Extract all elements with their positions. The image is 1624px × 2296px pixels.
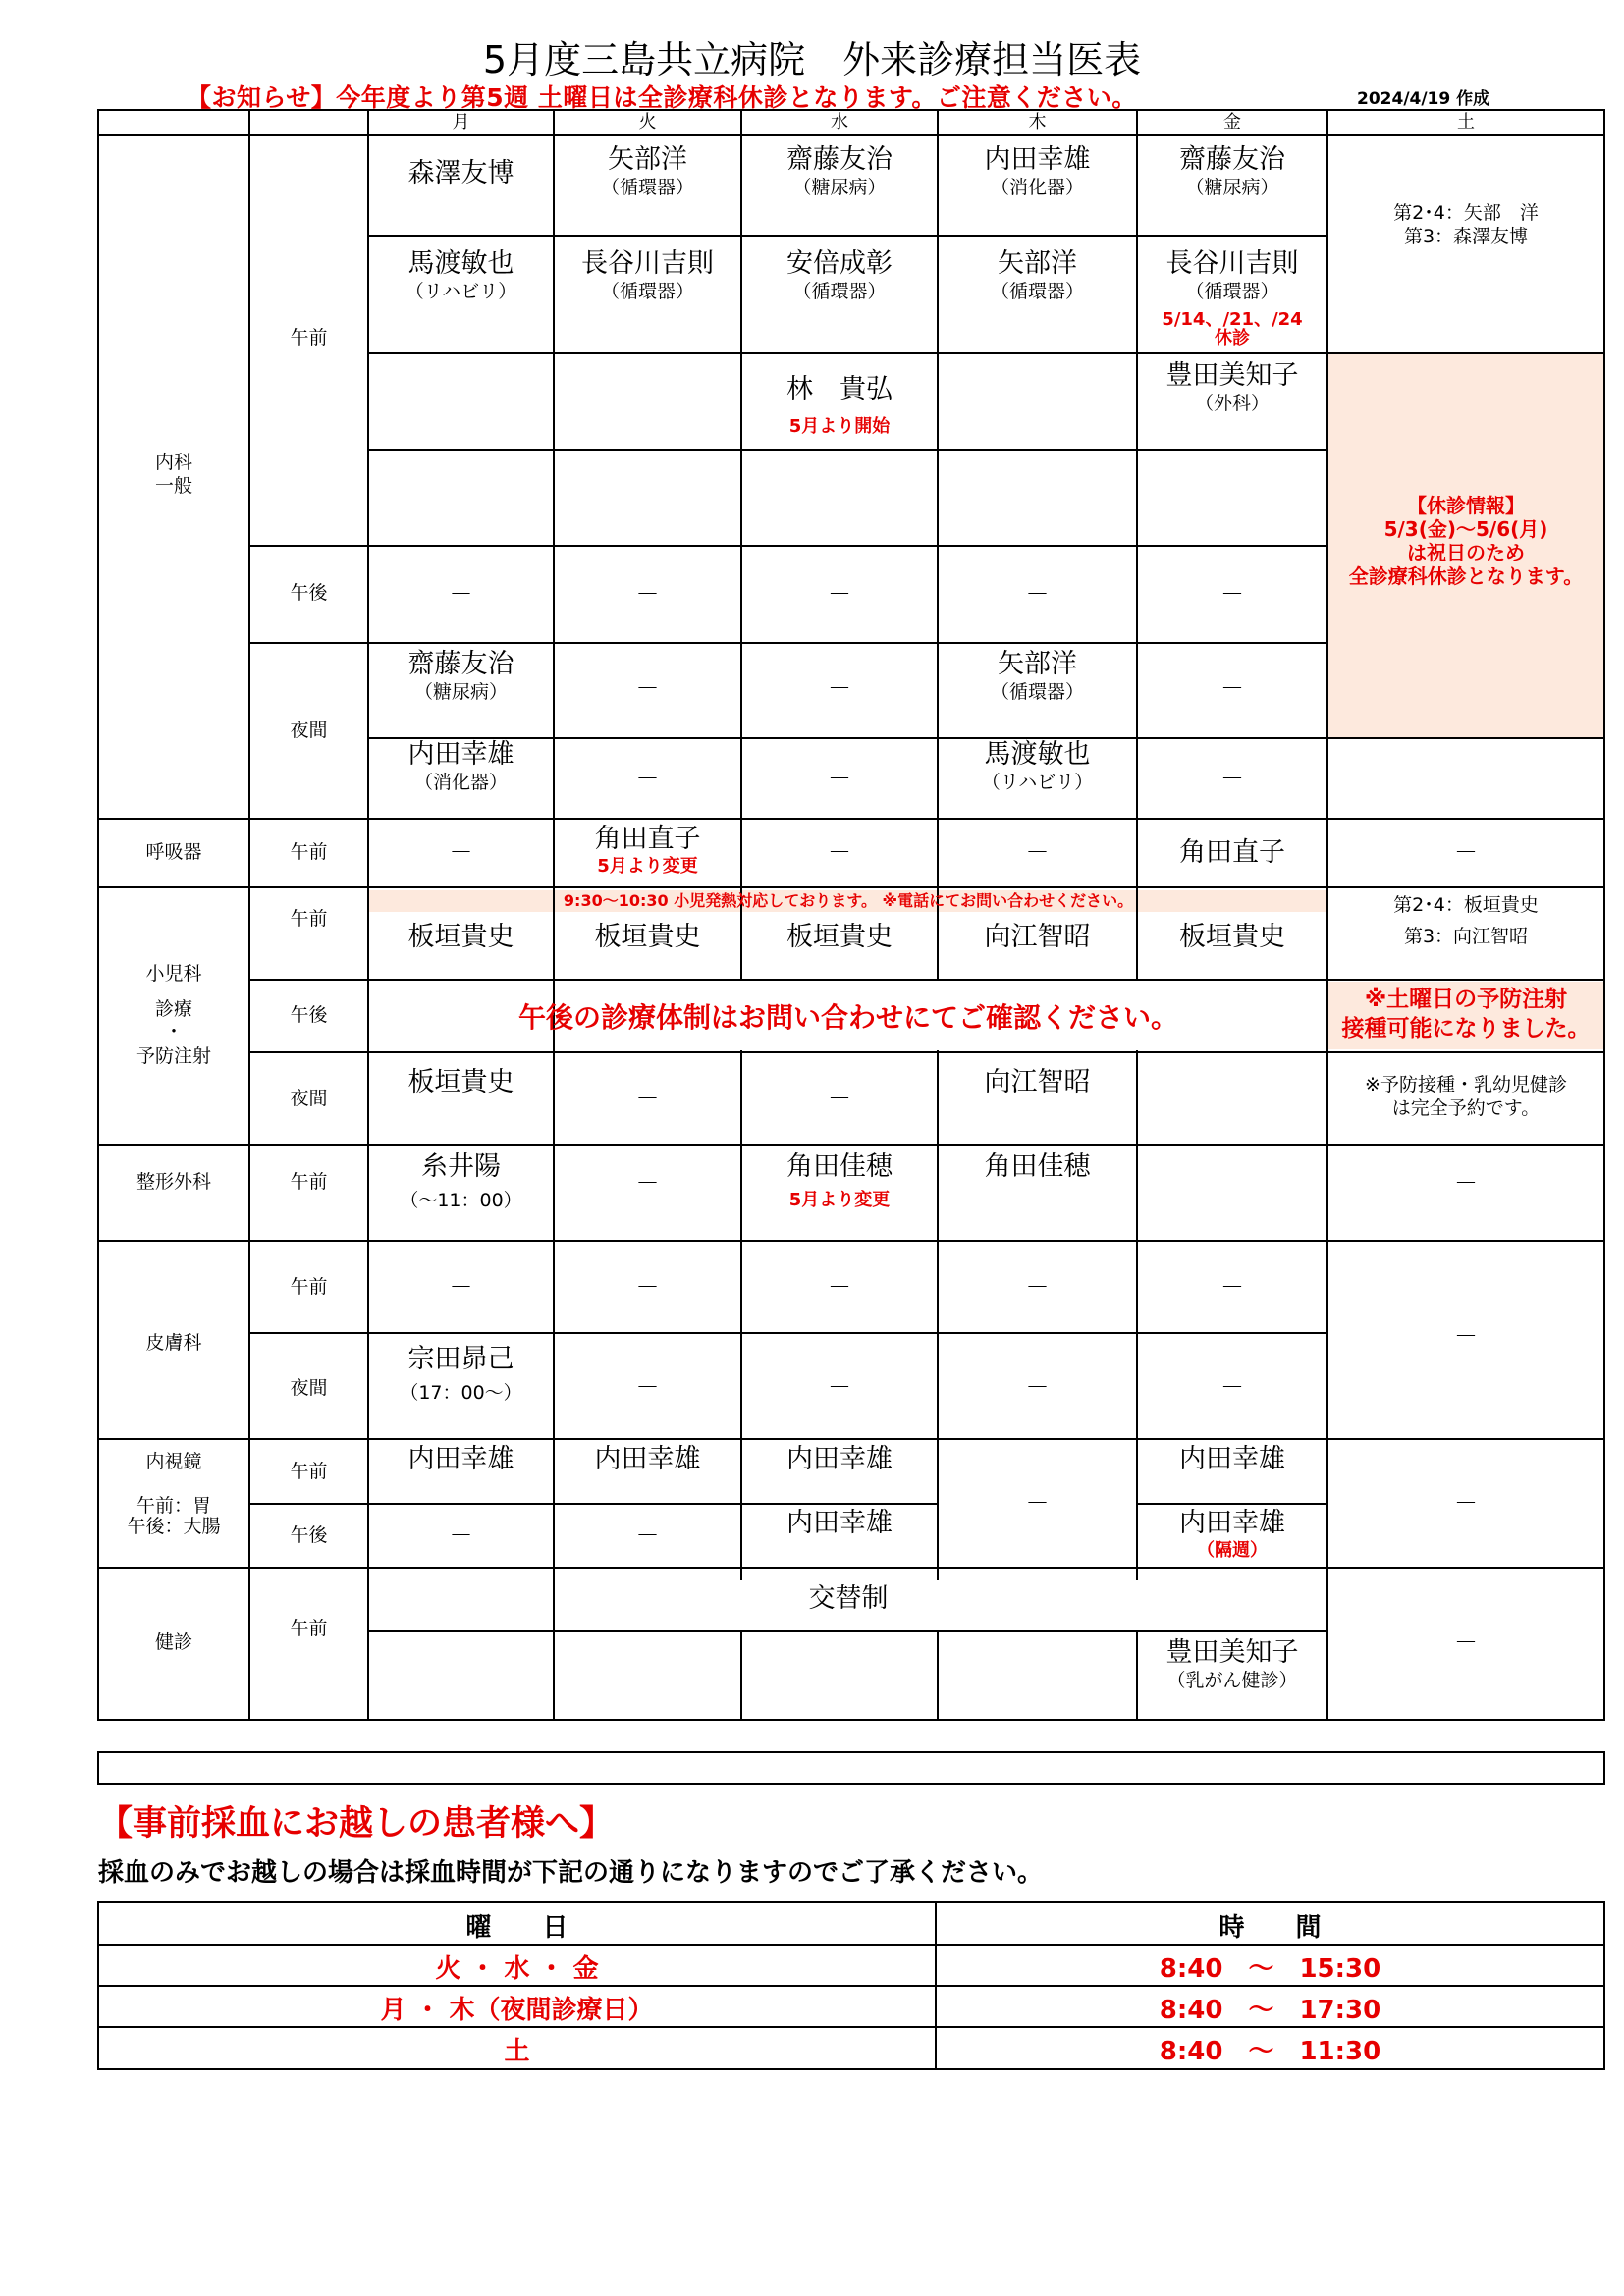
hifuka-am-wed: －: [828, 1273, 851, 1301]
naika-am2-fri: 長谷川吉則 （循環器） 5/14、/21、/24 休診: [1162, 248, 1303, 349]
notice-banner: 【お知らせ】今年度より第5週 土曜日は全診療科休診となります。ご注意ください。: [187, 83, 1137, 112]
created-date: 2024/4/19 作成: [1357, 89, 1490, 109]
naishikyo-am-mon: 内田幸雄: [407, 1444, 514, 1474]
slot-naika-am: 午前: [290, 327, 328, 348]
seikei-mon: 糸井陽 （～11：00）: [400, 1151, 522, 1211]
kenshin-fri: 豊田美知子 （乳がん健診）: [1165, 1637, 1299, 1691]
shonika-pm-message: 午後の診療体制はお問い合わせにてご確認ください。: [517, 1001, 1178, 1034]
kokyuki-fri: 角田直子: [1179, 837, 1285, 868]
naika-night1-fri: －: [1220, 674, 1244, 702]
slot-shonika-night: 夜間: [290, 1088, 328, 1109]
kenshin-sat: －: [1454, 1629, 1478, 1656]
day-header-tue: 火: [638, 112, 657, 133]
naika-am3-wed: 林 貴弘 5月より開始: [786, 374, 893, 437]
slot-naishikyo-pm: 午後: [290, 1524, 328, 1546]
hifuka-night-thu: －: [1025, 1373, 1050, 1401]
naika-am1-fri: 齋藤友治 （糖尿病）: [1179, 144, 1285, 198]
shonika-am-wed: 板垣貴史: [786, 922, 893, 952]
shonika-night-wed: －: [828, 1085, 851, 1112]
naishikyo-pm-tue: －: [635, 1522, 660, 1549]
naika-night1-thu: 矢部洋 （循環器）: [990, 649, 1084, 703]
naishikyo-pm-wed: 内田幸雄: [786, 1508, 893, 1538]
naika-am-sat: 第2･4：矢部 洋 第3：森澤友博: [1393, 202, 1539, 247]
naishikyo-am-wed: 内田幸雄: [786, 1444, 893, 1474]
blood-row-day: 火 ・ 水 ・ 金: [435, 1954, 599, 1984]
shonika-fever-note: 9:30～10:30 小児発熱対応しております。 ※電話にてお問い合わせください。: [563, 891, 1134, 910]
shonika-night-tue: －: [635, 1085, 660, 1112]
hifuka-night-fri: －: [1220, 1373, 1244, 1401]
dept-kenshin: 健診: [154, 1631, 192, 1653]
seikei-sat: －: [1454, 1169, 1478, 1197]
hifuka-sat: －: [1454, 1322, 1478, 1350]
kokyuki-mon: －: [449, 838, 473, 866]
naika-night1-wed: －: [828, 674, 851, 702]
slot-hifuka-night: 夜間: [290, 1377, 328, 1399]
dept-hifuka: 皮膚科: [145, 1332, 202, 1354]
kokyuki-tue: 角田直子 5月より変更: [594, 824, 701, 877]
seikei-wed: 角田佳穂 5月より変更: [786, 1151, 893, 1210]
hifuka-am-fri: －: [1220, 1273, 1244, 1301]
shonika-night-sat: ※予防接種・乳幼児健診 は完全予約です。: [1365, 1074, 1567, 1119]
blood-note: 採血のみでお越しの場合は採血時間が下記の通りになりますのでご了承ください。: [98, 1858, 1044, 1888]
naishikyo-thu: －: [1025, 1489, 1050, 1517]
naishikyo-pm-fri: 内田幸雄 （隔週）: [1179, 1508, 1285, 1561]
day-header-wed: 水: [831, 112, 848, 133]
slot-naika-pm: 午後: [290, 582, 328, 604]
blood-row-time: 8:40 ～ 11:30: [1159, 2037, 1381, 2066]
blood-col-time: 時 間: [1218, 1913, 1322, 1943]
kokyuki-thu: －: [1025, 838, 1050, 866]
naika-night1-mon: 齋藤友治 （糖尿病）: [407, 649, 514, 703]
hifuka-night-wed: －: [828, 1373, 851, 1401]
naika-night2-mon: 内田幸雄 （消化器）: [407, 739, 514, 793]
naika-am1-tue: 矢部洋 （循環器）: [600, 144, 694, 198]
slot-naishikyo-am: 午前: [290, 1461, 328, 1482]
naika-pm-thu: －: [1025, 580, 1050, 608]
naishikyo-sat: －: [1454, 1489, 1478, 1517]
slot-seikei-am: 午前: [290, 1171, 328, 1193]
naika-am2-mon: 馬渡敏也 （リハビリ）: [405, 248, 517, 302]
naishikyo-am-tue: 内田幸雄: [594, 1444, 701, 1474]
blood-row-day: 月 ・ 木（夜間診療日）: [380, 1996, 654, 2025]
seikei-tue: －: [635, 1169, 660, 1197]
hifuka-night-mon: 宗田昴己 （17：00～）: [400, 1344, 522, 1404]
dept-naika: 内科 一般: [154, 452, 192, 497]
day-header-fri: 金: [1223, 112, 1241, 133]
shonika-am-thu: 向江智昭: [984, 922, 1091, 952]
shonika-pm-sat: ※土曜日の予防注射 接種可能になりました。: [1341, 987, 1591, 1041]
day-header-thu: 木: [1028, 112, 1047, 133]
naika-night2-thu: 馬渡敏也 （リハビリ）: [981, 739, 1094, 793]
day-header-sat: 土: [1457, 112, 1475, 133]
naika-am3-fri: 豊田美知子 （外科）: [1165, 360, 1299, 414]
blood-row-time: 8:40 ～ 17:30: [1159, 1996, 1381, 2025]
dept-seikei: 整形外科: [135, 1171, 211, 1193]
slot-naika-night: 夜間: [290, 720, 328, 741]
naika-am2-wed: 安倍成彰 （循環器）: [786, 248, 893, 302]
kenshin-rotation: 交替制: [808, 1583, 889, 1614]
naika-night2-fri: －: [1220, 765, 1244, 792]
hifuka-am-thu: －: [1025, 1273, 1050, 1301]
page-title: 5月度三島共立病院 外来診療担当医表: [482, 38, 1142, 81]
naika-night2-wed: －: [828, 765, 851, 792]
dept-kokyuki: 呼吸器: [145, 841, 202, 863]
day-header-mon: 月: [452, 112, 470, 133]
slot-shonika-pm: 午後: [290, 1004, 328, 1026]
blood-col-day: 曜 日: [465, 1913, 568, 1943]
slot-hifuka-am: 午前: [290, 1276, 328, 1298]
naika-night2-tue: －: [635, 765, 660, 792]
hifuka-am-tue: －: [635, 1273, 660, 1301]
naika-pm-wed: －: [828, 580, 851, 608]
blood-row-time: 8:40 ～ 15:30: [1159, 1954, 1381, 1984]
dept-naishikyo: 内視鏡 午前：胃 午後：大腸: [127, 1451, 221, 1537]
shonika-am-fri: 板垣貴史: [1179, 922, 1285, 952]
hifuka-night-tue: －: [635, 1373, 660, 1401]
naika-pm-tue: －: [635, 580, 660, 608]
closure-info: 【休診情報】 5/3(金)～5/6(月) は祝日のため 全診療科休診となります。: [1348, 494, 1584, 588]
shonika-am-sat: 第2･4：板垣貴史 第3：向江智昭: [1393, 894, 1539, 948]
naishikyo-am-fri: 内田幸雄: [1179, 1444, 1285, 1474]
seikei-thu: 角田佳穂: [984, 1151, 1091, 1182]
naika-night1-tue: －: [635, 674, 660, 702]
slot-kokyuki-am: 午前: [290, 841, 328, 863]
naika-am1-mon: 森澤友博: [407, 158, 514, 188]
slot-kenshin-am: 午前: [290, 1618, 328, 1639]
naika-am2-thu: 矢部洋 （循環器）: [990, 248, 1084, 302]
blood-heading: 【事前採血にお越しの患者様へ】: [98, 1804, 615, 1843]
shonika-am-mon: 板垣貴史: [407, 922, 514, 952]
naika-am1-thu: 内田幸雄 （消化器）: [984, 144, 1091, 198]
naika-am2-tue: 長谷川吉則 （循環器）: [581, 248, 714, 302]
hifuka-am-mon: －: [449, 1273, 473, 1301]
slot-shonika-am: 午前: [290, 908, 328, 930]
naika-pm-fri: －: [1220, 580, 1244, 608]
dept-shonika: 小児科 診療 ・ 予防注射: [135, 963, 211, 1067]
kokyuki-sat: －: [1454, 838, 1478, 866]
naishikyo-pm-mon: －: [449, 1522, 473, 1549]
kokyuki-wed: －: [828, 838, 851, 866]
naika-am1-wed: 齋藤友治 （糖尿病）: [786, 144, 893, 198]
blood-row-day: 土: [504, 2037, 530, 2066]
shonika-night-mon: 板垣貴史: [407, 1067, 514, 1097]
shonika-night-thu: 向江智昭: [984, 1067, 1091, 1097]
shonika-am-tue: 板垣貴史: [594, 922, 701, 952]
naika-pm-mon: －: [449, 580, 473, 608]
